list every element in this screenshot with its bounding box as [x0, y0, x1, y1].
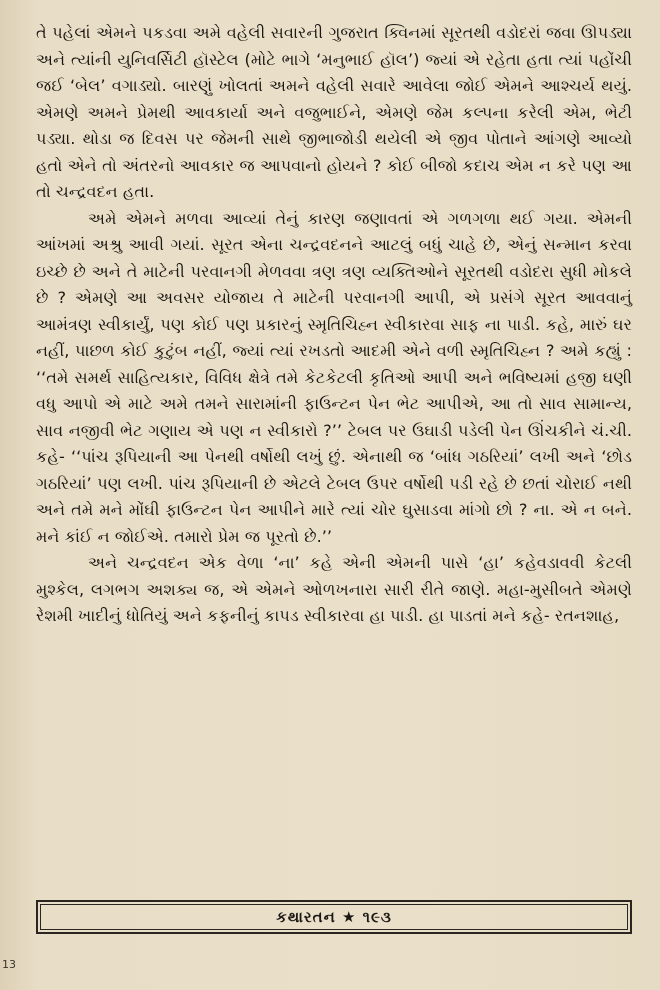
running-title: કથારતન ★ ૧૯૩: [276, 908, 392, 926]
paragraph-3: અને ચન્દ્રવદન એક વેળા ‘ના’ કહે એની એમની પાસે ‘હા’ કહેવડાવવી કેટલી મુશ્કેલ, લગભગ અશક્ય જ, એ એમને ઓળખનારા સારી રીતે જાણે. મહા-મુસીબતે એમણે રેશમી ખાદીનું ધોતિયું અને કફનીનું કાપડ સ્વીકારવા હા પાડી. હા પાડતાં મને કહે- રતનશાહ,: [36, 553, 632, 625]
running-footer: [36, 900, 632, 934]
body-text: [36, 20, 632, 630]
edge-page-mark: 13: [2, 958, 16, 971]
paragraph-2: અમે એમને મળવા આવ્યાં તેનું કારણ જણાવતાં એ ગળગળા થઈ ગયા. એમની આંખમાં અશ્રુ આવી ગયાં. સૂરત એના ચન્દ્રવદનને આટલું બધું ચાહે છે, એનું સન્માન કરવા ઇચ્છે છે અને તે માટેની પરવાનગી મેળવવા ત્રણ ત્રણ વ્યક્તિઓને સૂરતથી વડોદરા સુધી મોકલે છે ? એમણે આ અવસર યોજાય તે માટેની પરવાનગી આપી, એ પ્રસંગે સૂરત આવવાનું આમંત્રણ સ્વીકાર્યું, પણ કોઈ પણ પ્રકારનું સ્મૃતિચિહ્ન સ્વીકારવા સાફ ના પાડી. કહે, મારું ઘર નહીં, પાછળ કોઈ કુટુંબ નહીં, જ્યાં ત્યાં રખડતો આદમી એને વળી સ્મૃતિચિહ્ન ? અમે કહ્યું : ‘‘તમે સમર્થ સાહિત્યકાર, વિવિધ ક્ષેત્રે તમે કેટકેટલી કૃતિઓ આપી અને ભવિષ્યમાં હજી ઘણી વધુ આપો એ માટે અમે તમને સારામાંની ફાઉન્ટન પેન ભેટ આપીએ, આ તો સાવ સામાન્ય, સાવ નજીવી ભેટ ગણાય એ પણ ન સ્વીકારો ?’’ ટેબલ પર ઉઘાડી પડેલી પેન ઊંચકીને ચં.ચી. કહે- ‘‘પાંચ રૂપિયાની આ પેનથી વર્ષોથી લખું છું. એનાથી જ ‘બાંધ ગઠરિયાં’ લખી અને ‘છોડ ગઠરિયાં’ પણ લખી. પાંચ રૂપિયાની છે એટલે ટેબલ ઉપર વર્ષોથી પડી રહે છે છતાં ચોરાઈ નથી અને તમે મને મોંઘી ફાઉન્ટન પેન આપીને મારે ત્યાં ચોર ઘુસાડવા માંગો છો ? ના. એ ન બને. મને કાંઈ ન જોઈએ. તમારો પ્રેમ જ પૂરતો છે.’’: [36, 208, 632, 546]
paragraph-1: તે પહેલાં એમને પકડવા અમે વહેલી સવારની ગુજરાત ક્વિનમાં સૂરતથી વડોદરાં જવા ઊપડ્યા અને ત્યાંની યુનિવર્સિટી હૉસ્ટેલ (મોટે ભાગે ‘મનુભાઈ હૉલ’) જ્યાં એ રહેતા હતા ત્યાં પહોંચી જઈ ‘બેલ’ વગાડ્યો. બારણું ખોલતાં અમને વહેલી સવારે આવેલા જોઈ એમને આશ્ચર્ય થયું. એમણે અમને પ્રેમથી આવકાર્યા અને વજુભાઈને, એમણે જેમ કલ્પના કરેલી એમ, ભેટી પડ્યા. થોડા જ દિવસ પર જેમની સાથે જીભાજોડી થયેલી એ જીવ પોતાને આંગણે આવ્યો હતો એને તો અંતરનો આવકાર જ આપવાનો હોયને ? કોઈ બીજો કદાચ એમ ન કરે પણ આ તો ચન્દ્રવદન હતા.: [36, 23, 632, 201]
